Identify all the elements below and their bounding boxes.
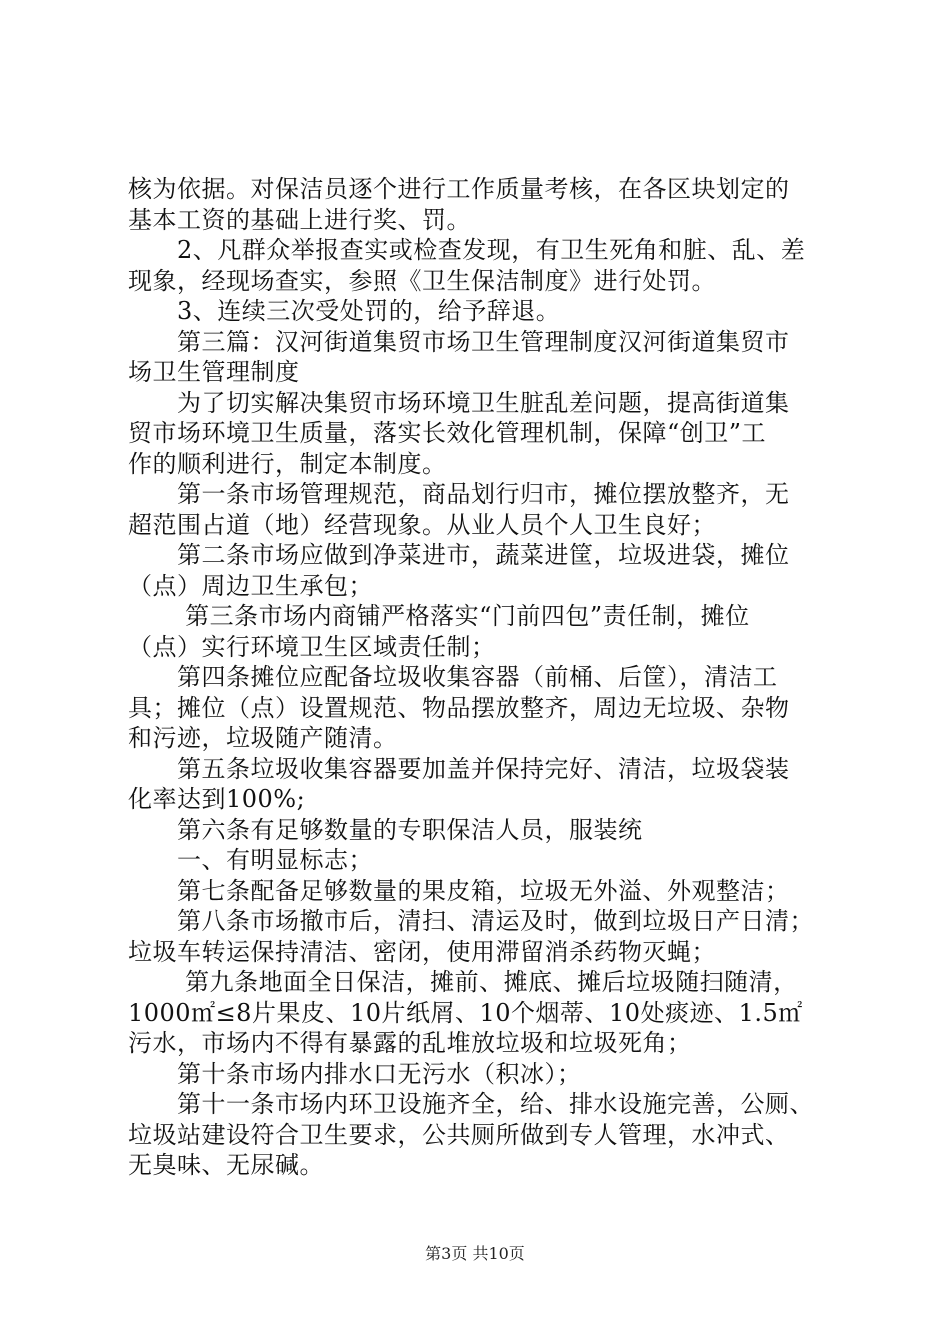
text-line: 第十一条市场内环卫设施齐全，给、排水设施完善，公厕、	[128, 1090, 814, 1118]
text-line: 无臭味、无尿碱。	[128, 1151, 324, 1179]
text-line: 垃圾车转运保持清洁、密闭，使用滞留消杀药物灭蝇；	[128, 937, 716, 966]
text-line: 一、有明显标志；	[128, 846, 373, 874]
text-line: 2、凡群众举报查实或检查发现，有卫生死角和脏、乱、差	[128, 236, 806, 264]
text-line: 核为依据。对保洁员逐个进行工作质量考核，在各区块划定的	[128, 175, 790, 203]
text-line: 作的顺利进行，制定本制度。	[128, 449, 447, 478]
text-line: 第十条市场内排水口无污水（积冰）；	[128, 1059, 582, 1088]
text-line: 具；摊位（点）设置规范、物品摆放整齐，周边无垃圾、杂物	[128, 693, 790, 722]
text-line: 第五条垃圾收集容器要加盖并保持完好、清洁，垃圾袋装	[128, 754, 790, 783]
document-body	[128, 174, 833, 1181]
text-line: 第二条市场应做到净菜进市，蔬菜进筐，垃圾进袋，摊位	[128, 541, 790, 569]
text-line: 贸市场环境卫生质量，落实长效化管理机制，保障“创卫”工	[128, 419, 767, 447]
section-heading-line: 场卫生管理制度	[128, 358, 300, 386]
page-number-footer: 第3页 共10页	[425, 1244, 525, 1263]
text-line: 污水，市场内不得有暴露的乱堆放垃圾和垃圾死角；	[128, 1029, 692, 1057]
text-line: 为了切实解决集贸市场环境卫生脏乱差问题，提高街道集	[128, 388, 790, 417]
text-line: （点）实行环境卫生区域责任制；	[128, 632, 496, 661]
text-line: 第八条市场撤市后，清扫、清运及时，做到垃圾日产日清；	[128, 907, 814, 935]
text-line: 第九条地面全日保洁，摊前、摊底、摊后垃圾随扫随清，	[128, 968, 798, 996]
text-line: 基本工资的基础上进行奖、罚。	[128, 205, 471, 234]
text-line: （点）周边卫生承包；	[128, 571, 373, 600]
text-line: 第七条配备足够数量的果皮箱，垃圾无外溢、外观整洁；	[128, 876, 790, 905]
section-heading-line: 第三篇：汉河街道集贸市场卫生管理制度汉河街道集贸市	[128, 327, 790, 356]
text-line: 超范围占道（地）经营现象。从业人员个人卫生良好；	[128, 510, 716, 539]
text-line: 第四条摊位应配备垃圾收集容器（前桶、后筐），清洁工	[128, 663, 778, 691]
text-line: 第三条市场内商铺严格落实“门前四包”责任制，摊位	[128, 602, 750, 630]
text-line: 1000㎡≤8片果皮、10片纸屑、10个烟蒂、10处痰迹、1.5㎡	[128, 998, 803, 1027]
text-line: 垃圾站建设符合卫生要求，公共厕所做到专人管理，水冲式、	[128, 1120, 790, 1149]
text-line: 第一条市场管理规范，商品划行归市，摊位摆放整齐，无	[128, 480, 790, 508]
text-line: 化率达到100%;	[128, 785, 306, 813]
text-line: 和污迹，垃圾随产随清。	[128, 724, 398, 752]
text-line: 3、连续三次受处罚的，给予辞退。	[128, 297, 561, 325]
text-line: 第六条有足够数量的专职保洁人员，服装统	[128, 815, 643, 844]
text-line: 现象，经现场查实，参照《卫生保洁制度》进行处罚。	[128, 266, 716, 295]
